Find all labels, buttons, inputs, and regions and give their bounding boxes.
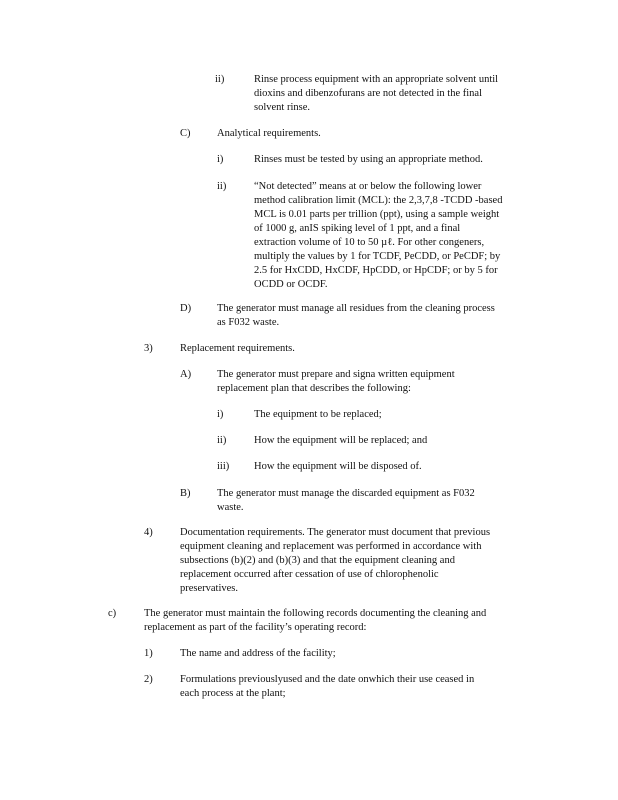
- paragraph-how-disposed: [254, 460, 422, 474]
- item-marker: 1): [144, 648, 153, 659]
- text-line: The generator must manage the discarded equipment as F032: [217, 488, 475, 499]
- paragraph-replacement-plan: [217, 368, 482, 396]
- text-line: method calibration limit (MCL): the 2,3,7,8 -TCDD -based: [254, 195, 503, 206]
- heading-analytical: [217, 127, 321, 141]
- item-marker: D): [180, 303, 192, 314]
- paragraph-discarded-equipment: [217, 487, 513, 515]
- item-marker: i): [217, 409, 224, 420]
- text-line: subsections (b)(2) and (b)(3) and that the equipment cleaning and: [180, 555, 455, 566]
- item-marker: A): [180, 369, 192, 380]
- text-line: replacement plan that describes the following:: [217, 383, 411, 394]
- heading-replacement: [180, 342, 295, 356]
- text-line: Formulations previouslyused and the date onwhich their use ceased in: [180, 674, 475, 685]
- paragraph-how-replaced: [254, 434, 427, 448]
- text-line: OCDD or OCDF.: [254, 279, 328, 290]
- text-line: replacement as part of the facility’s operating record:: [144, 622, 367, 633]
- paragraph-equipment-replaced: [254, 408, 382, 422]
- paragraph-not-detected: [254, 180, 534, 292]
- text-line: How the equipment will be disposed of.: [254, 461, 422, 472]
- item-marker: C): [180, 128, 191, 139]
- item-marker: c): [108, 608, 117, 619]
- text-line: 2.5 for HxCDD, HxCDF, HpCDD, or HpCDF; or by 5 for: [254, 265, 498, 276]
- item-marker: iii): [217, 461, 230, 472]
- paragraph-formulations: [180, 673, 520, 701]
- item-marker: i): [217, 154, 224, 165]
- paragraph-rinse: [254, 73, 532, 115]
- text-line: Replacement requirements.: [180, 343, 295, 354]
- text-line: The name and address of the facility;: [180, 648, 336, 659]
- text-line: replacement occurred after cessation of use of chlorophenolic: [180, 569, 439, 580]
- item-marker: ii): [215, 74, 225, 85]
- paragraph-records: [144, 607, 534, 635]
- text-line: Rinse process equipment with an appropriate solvent until: [254, 74, 499, 85]
- text-line: “Not detected” means at or below the following lower: [254, 181, 482, 192]
- text-line: as F032 waste.: [217, 317, 280, 328]
- text-line: solvent rinse.: [254, 102, 310, 113]
- item-marker: ii): [217, 435, 227, 446]
- text-line: each process at the plant;: [180, 688, 286, 699]
- paragraph-documentation: [180, 526, 532, 596]
- text-line: The generator must prepare and signa written equipment: [217, 369, 455, 380]
- text-line: MCL is 0.01 parts per trillion (ppt), using a sample weight: [254, 209, 500, 220]
- text-line: Rinses must be tested by using an appropriate method.: [254, 154, 483, 165]
- text-line: The generator must manage all residues from the cleaning process: [217, 303, 495, 314]
- text-line: multiply the values by 1 for TCDF, PeCDD, or PeCDF; by: [254, 251, 501, 262]
- item-marker: ii): [217, 181, 227, 192]
- text-line: dioxins and dibenzofurans are not detected in the final: [254, 88, 483, 99]
- text-line: The equipment to be replaced;: [254, 409, 382, 420]
- text-line: of 1000 g, anIS spiking level of 1 ppt, and a final: [254, 223, 461, 234]
- paragraph-rinses-tested: [254, 153, 483, 167]
- paragraph-name-address: [180, 647, 336, 661]
- text-line: equipment cleaning and replacement was performed in accordance with: [180, 541, 482, 552]
- text-line: Documentation requirements. The generator must document that previous: [180, 527, 491, 538]
- paragraph-residues: [217, 302, 532, 330]
- item-marker: B): [180, 488, 191, 499]
- item-marker: 4): [144, 527, 153, 538]
- text-line: The generator must maintain the following records documenting the cleaning and: [144, 608, 487, 619]
- item-marker: 3): [144, 343, 153, 354]
- item-marker: 2): [144, 674, 153, 685]
- text-line: How the equipment will be replaced; and: [254, 435, 428, 446]
- text-line: waste.: [217, 502, 244, 513]
- text-line: extraction volume of 10 to 50 µℓ. For other congeners,: [254, 237, 485, 248]
- text-line: Analytical requirements.: [217, 128, 321, 139]
- text-line: preservatives.: [180, 583, 239, 594]
